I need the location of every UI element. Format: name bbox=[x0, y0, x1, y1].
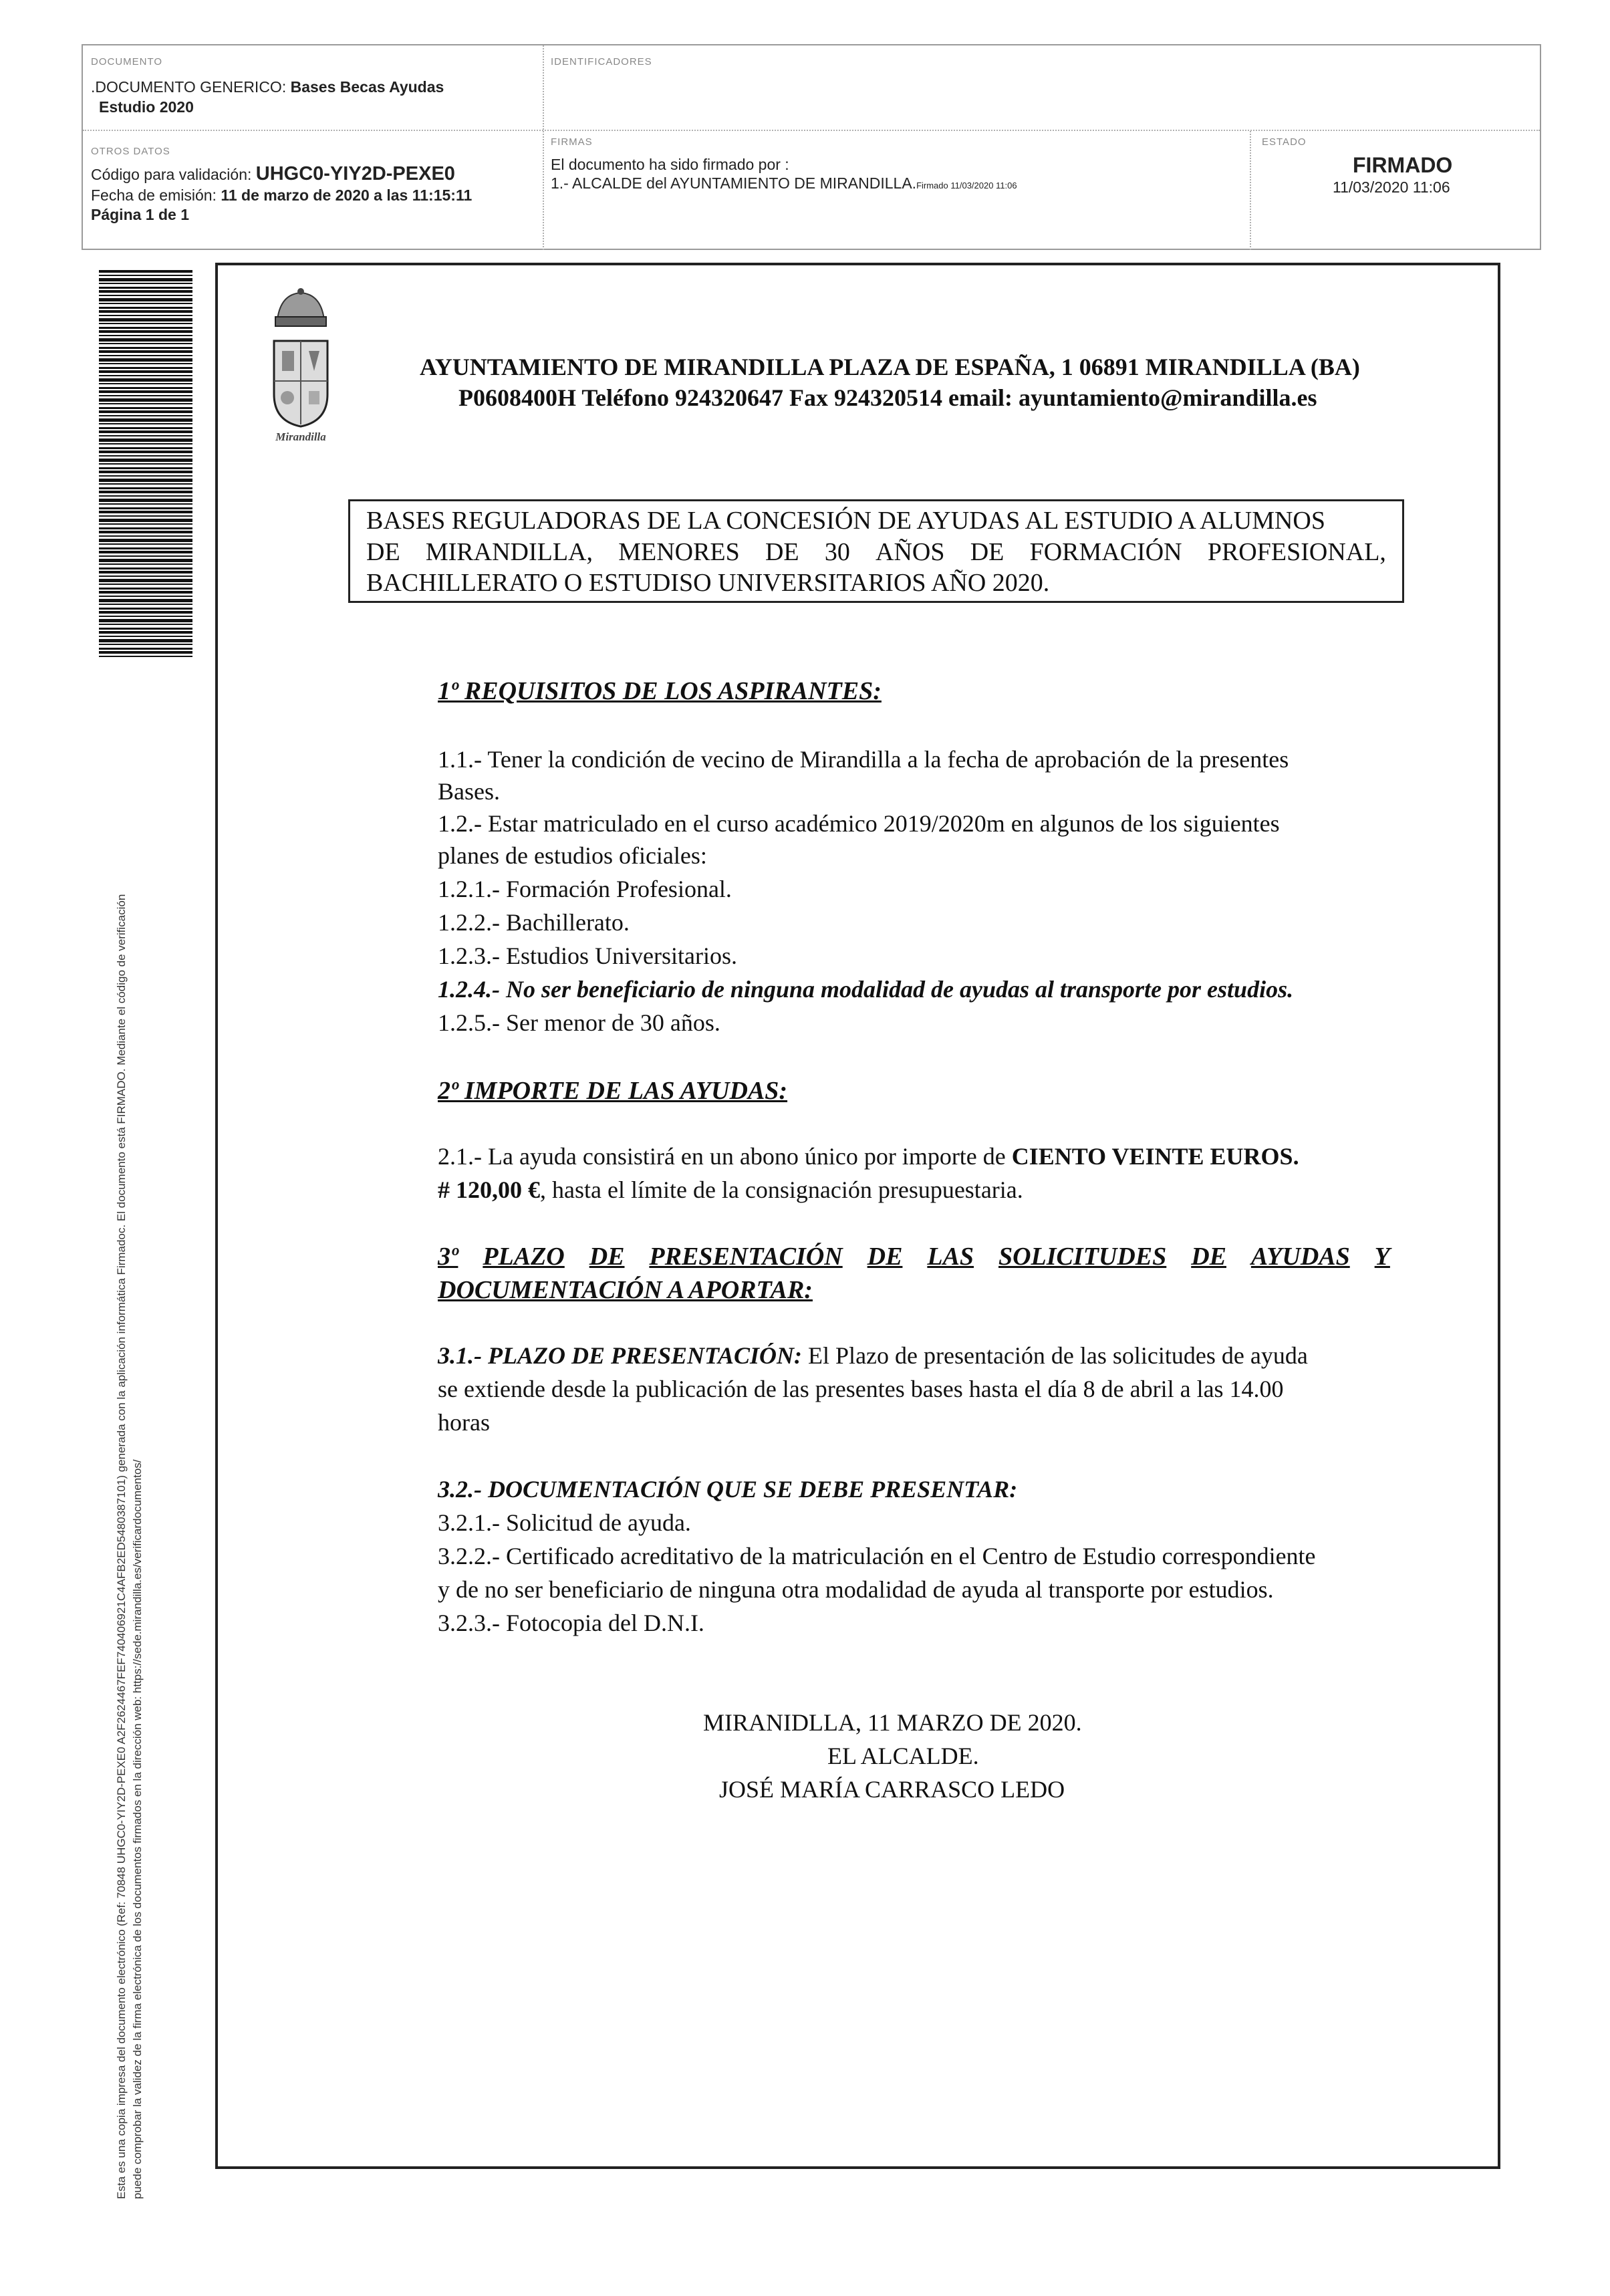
doc-3-2-2-line1: 3.2.2.- Certificado acreditativo de la matriculación en el Centro de Estudio correspondiente bbox=[438, 1543, 1316, 1569]
letterhead-line2: P0608400H Teléfono 924320647 Fax 924320514 email: ayuntamiento@mirandilla.es bbox=[458, 384, 1317, 411]
table-divider bbox=[543, 45, 544, 250]
req-1-2-4: 1.2.4.- No ser beneficiario de ninguna modalidad de ayudas al transporte por estudios. bbox=[438, 976, 1294, 1003]
status-badge: FIRMADO bbox=[1353, 153, 1453, 177]
plazo-line3: horas bbox=[438, 1409, 490, 1436]
documento-caption: DOCUMENTO bbox=[91, 56, 163, 68]
title-line3: BACHILLERATO O ESTUDISO UNIVERSITARIOS AÑO 2020. bbox=[366, 569, 1050, 597]
identificadores-caption: IDENTIFICADORES bbox=[551, 56, 652, 68]
letterhead-line1: AYUNTAMIENTO DE MIRANDILLA PLAZA DE ESPAÑA, 1 06891 MIRANDILLA (BA) bbox=[420, 354, 1360, 380]
legal-note-line1: Esta es una copia impresa del documento electrónico (Ref: 70848 UHGC0-YIY2D-PEXE0 A2F2624467FEF740406921C4AFB2ED5480387101) generada con la aplicación informática Firmadoc. El documento está FIRMADO. Mediante el código de verificación bbox=[115, 894, 128, 2199]
signature-role: EL ALCALDE. bbox=[827, 1743, 979, 1769]
verification-barcode bbox=[99, 270, 192, 658]
title-line1: BASES REGULADORAS DE LA CONCESIÓN DE AYUDAS AL ESTUDIO A ALUMNOS bbox=[366, 507, 1326, 535]
req-1-2-2: 1.2.2.- Bachillerato. bbox=[438, 909, 630, 936]
plazo-line1: 3.1.- PLAZO DE PRESENTACIÓN: El Plazo de presentación de las solicitudes de ayuda bbox=[438, 1342, 1308, 1369]
firmas-caption: FIRMAS bbox=[551, 136, 593, 148]
signature-stamp: Firmado 11/03/2020 11:06 bbox=[916, 180, 1017, 190]
section2-heading: 2º IMPORTE DE LAS AYUDAS: bbox=[438, 1077, 788, 1105]
legal-note-line2: puede comprobar la validez de la firma electrónica de los documentos firmados en la dirección web: https://sede.mirandilla.es/verificardocumentos/ bbox=[131, 1459, 144, 2199]
documentacion-heading: 3.2.- DOCUMENTACIÓN QUE SE DEBE PRESENTAR: bbox=[438, 1476, 1018, 1503]
validation-code-value: UHGC0-YIY2D-PEXE0 bbox=[255, 163, 455, 184]
documento-title: .DOCUMENTO GENERICO: Bases Becas Ayudas bbox=[91, 78, 444, 96]
amount-line1: 2.1.- La ayuda consistirá en un abono único por importe de CIENTO VEINTE EUROS. bbox=[438, 1143, 1299, 1170]
doc-3-2-1: 3.2.1.- Solicitud de ayuda. bbox=[438, 1509, 691, 1536]
req-1-2-1: 1.2.1.- Formación Profesional. bbox=[438, 876, 732, 902]
municipal-crest bbox=[261, 287, 341, 448]
page-count: Página 1 de 1 bbox=[91, 206, 190, 223]
crest-icon bbox=[261, 287, 341, 448]
amount-line2: # 120,00 €, hasta el límite de la consignación presupuestaria. bbox=[438, 1176, 1023, 1203]
crest-caption: Mirandilla bbox=[275, 430, 326, 443]
req-1-2-line2: planes de estudios oficiales: bbox=[438, 842, 707, 869]
validation-code: Código para validación: UHGC0-YIY2D-PEXE0 bbox=[91, 163, 455, 184]
section3-heading-line1: 3º PLAZO DE PRESENTACIÓN DE LAS SOLICITUDES DE AYUDAS Y bbox=[438, 1243, 1390, 1271]
signature-place-date: MIRANIDLLA, 11 MARZO DE 2020. bbox=[703, 1709, 1082, 1736]
title-line2: DE MIRANDILLA, MENORES DE 30 AÑOS DE FORMACIÓN PROFESIONAL, bbox=[366, 538, 1386, 566]
signature-name: JOSÉ MARÍA CARRASCO LEDO bbox=[719, 1776, 1065, 1803]
req-1-2-3: 1.2.3.- Estudios Universitarios. bbox=[438, 942, 737, 969]
req-1-2-5: 1.2.5.- Ser menor de 30 años. bbox=[438, 1009, 720, 1036]
document-title-box bbox=[348, 499, 1404, 603]
table-divider bbox=[83, 130, 1540, 131]
table-divider bbox=[1250, 131, 1251, 250]
req-1-2-line1: 1.2.- Estar matriculado en el curso académico 2019/2020m en algunos de los siguientes bbox=[438, 810, 1280, 837]
emission-date: Fecha de emisión: 11 de marzo de 2020 a las 11:15:11 bbox=[91, 186, 473, 204]
firmas-line: El documento ha sido firmado por : bbox=[551, 156, 789, 173]
signer-line: 1.- ALCALDE del AYUNTAMIENTO DE MIRANDILLA.Firmado 11/03/2020 11:06 bbox=[551, 174, 1017, 192]
plazo-line2: se extiende desde la publicación de las presentes bases hasta el día 8 de abril a las 14.00 bbox=[438, 1376, 1284, 1402]
status-date: 11/03/2020 11:06 bbox=[1333, 178, 1450, 196]
estado-caption: ESTADO bbox=[1262, 136, 1307, 148]
section1-heading: 1º REQUISITOS DE LOS ASPIRANTES: bbox=[438, 677, 882, 705]
req-1-1-line2: Bases. bbox=[438, 778, 500, 805]
req-1-1-line1: 1.1.- Tener la condición de vecino de Mirandilla a la fecha de aprobación de la presentes bbox=[438, 746, 1289, 773]
documento-title-line2: Estudio 2020 bbox=[99, 98, 194, 116]
document-metadata-table bbox=[82, 44, 1541, 250]
section3-heading-line2: DOCUMENTACIÓN A APORTAR: bbox=[438, 1276, 813, 1304]
doc-3-2-3: 3.2.3.- Fotocopia del D.N.I. bbox=[438, 1610, 704, 1636]
otros-datos-caption: OTROS DATOS bbox=[91, 146, 170, 157]
doc-3-2-2-line2: y de no ser beneficiario de ninguna otra modalidad de ayuda al transporte por estudios. bbox=[438, 1576, 1274, 1603]
